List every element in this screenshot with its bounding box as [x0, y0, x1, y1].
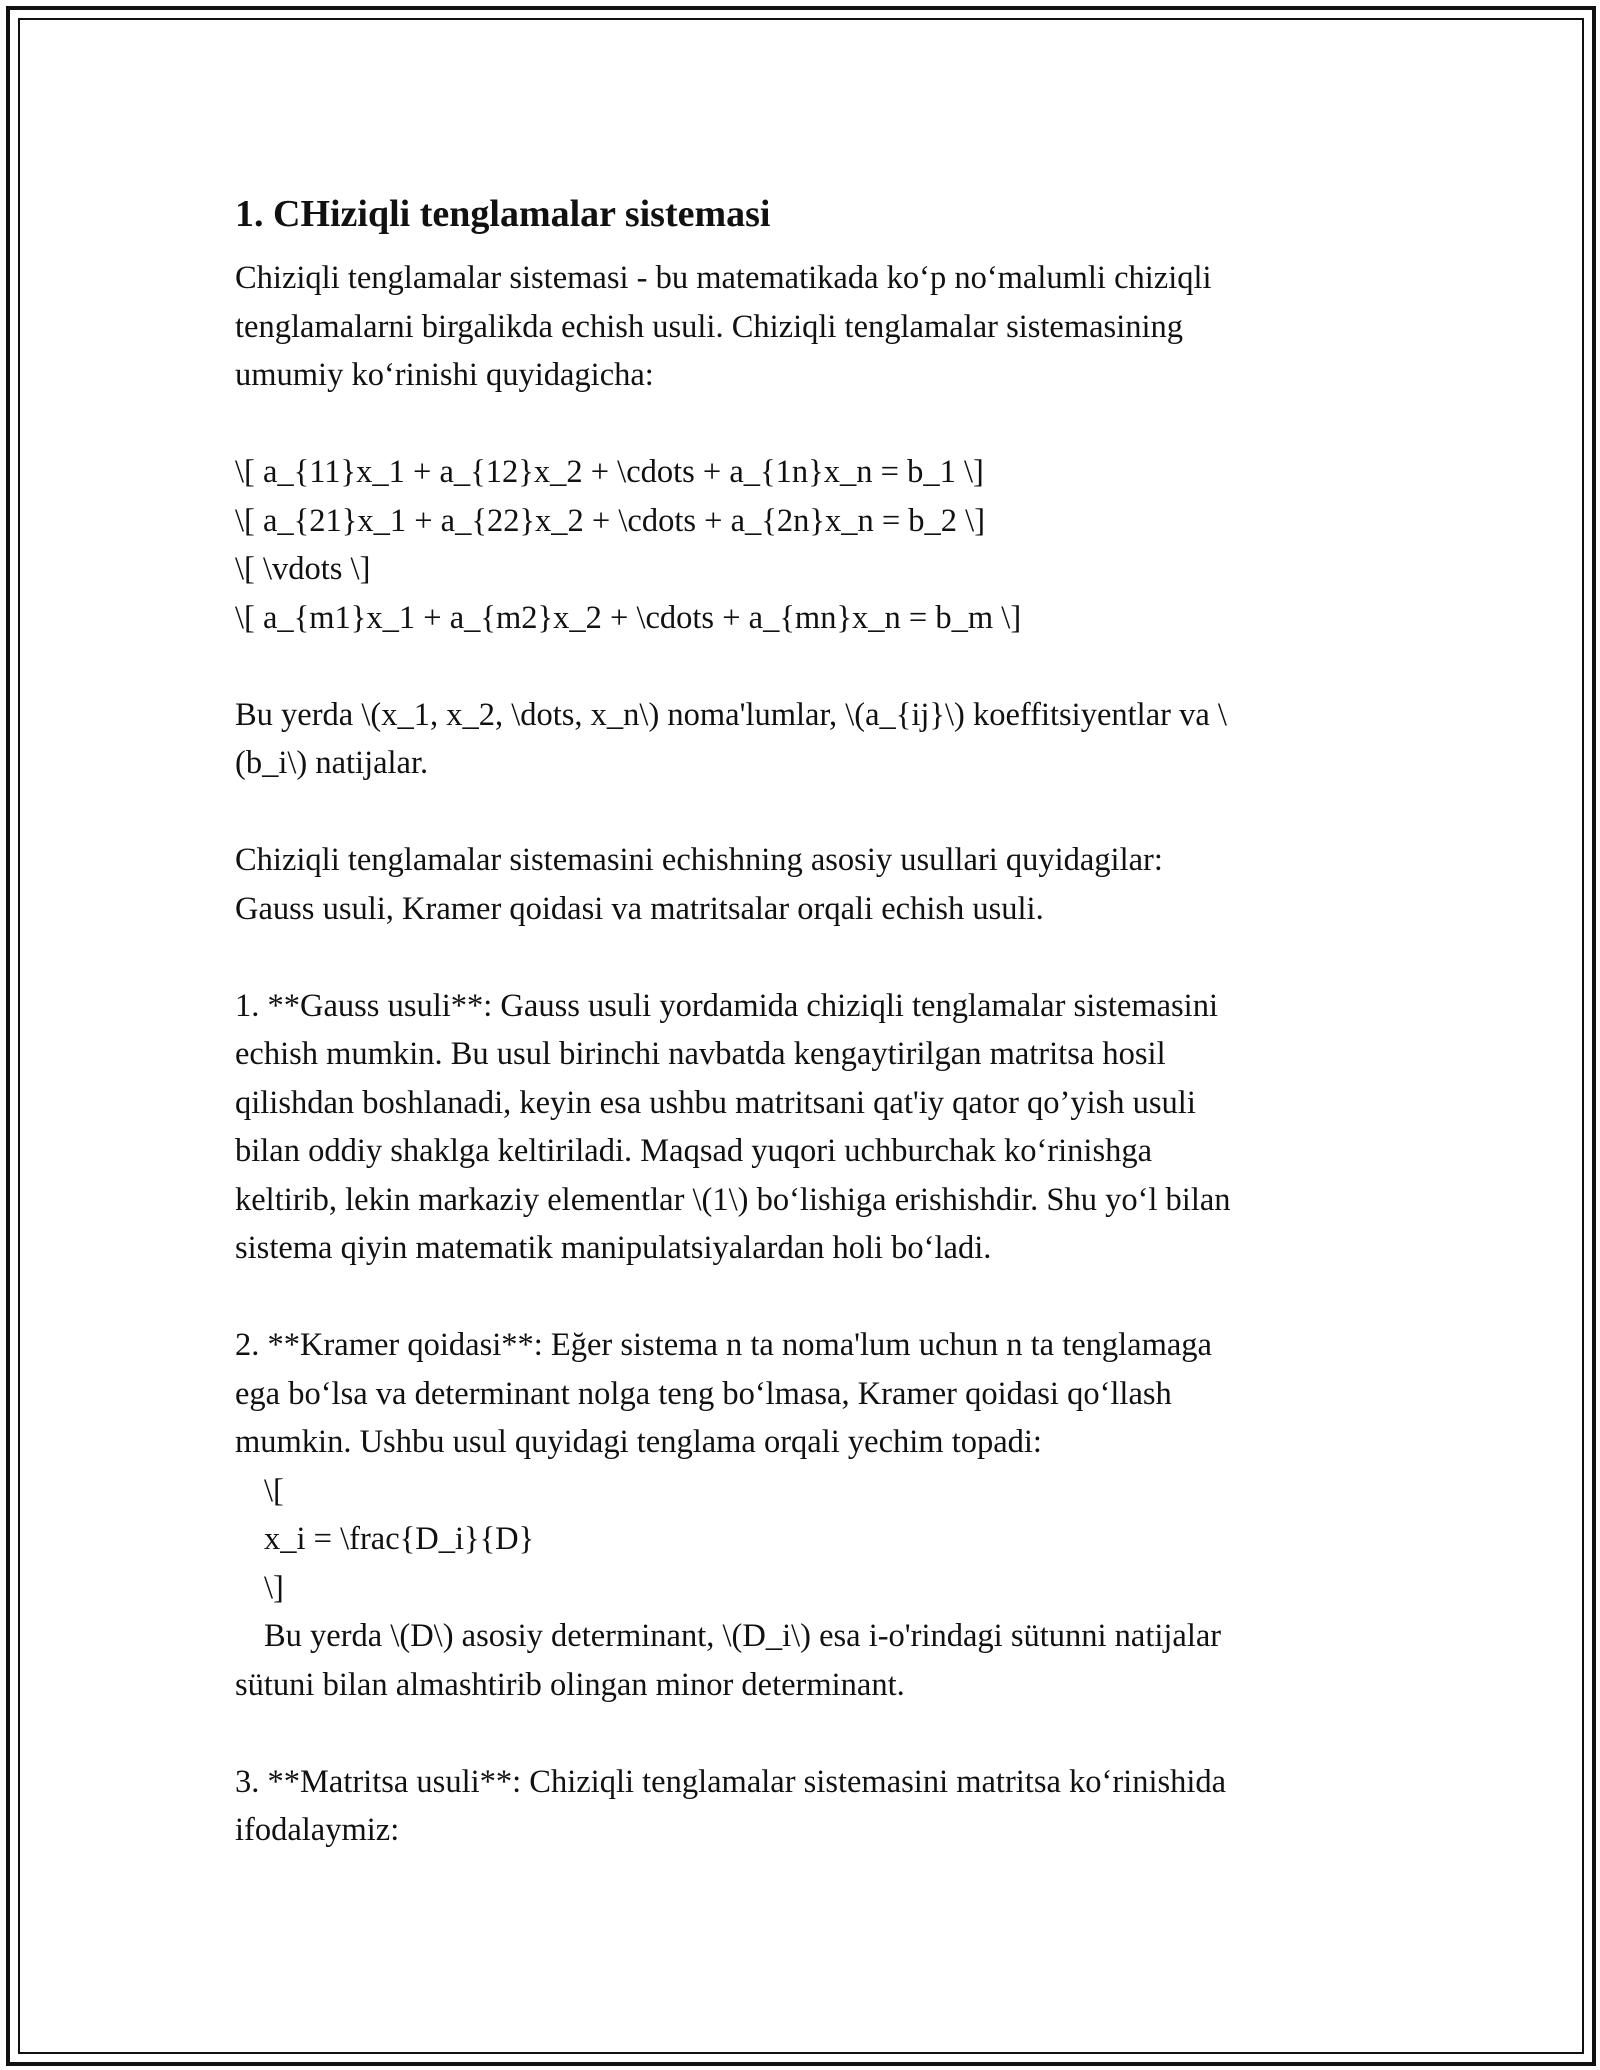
kramer-paragraph — [235, 1321, 1365, 1709]
gauss-paragraph — [235, 982, 1365, 1273]
text-line: 3. **Matritsa usuli**: Chiziqli tenglamalar sistemasini matritsa ko‘rinishida — [235, 1763, 1227, 1800]
text-line: umumiy ko‘rinishi quyidagicha: — [235, 357, 654, 393]
text-line: 1. **Gauss usuli**: Gauss usuli yordamida chiziqli tenglamalar sistemasini — [235, 987, 1218, 1024]
equations-block — [235, 448, 1365, 642]
equation-line: \[ \vdots \] — [235, 551, 371, 587]
blank-line — [235, 933, 1365, 982]
text-line: Bu yerda \(D\) asosiy determinant, \(D_i\) esa i-o'rindagi sütunni natijalar — [264, 1618, 1222, 1654]
text-line: Chiziqli tenglamalar sistemasi - bu matematikada ko‘p no‘malumli chiziqli — [235, 260, 1212, 296]
document-body — [235, 188, 1365, 1855]
section-title: 1. CHiziqli tenglamalar sistemasi — [235, 193, 771, 235]
blank-line — [235, 1273, 1365, 1322]
blank-line — [235, 400, 1365, 449]
text-line: echish mumkin. Bu usul birinchi navbatda kengaytirilgan matritsa hosil — [235, 1036, 1166, 1072]
equation-line: \[ a_{m1}x_1 + a_{m2}x_2 + \cdots + a_{mn}x_n = b_m \] — [235, 599, 1022, 636]
text-line: Gauss usuli, Kramer qoidasi va matritsalar orqali echish usuli. — [235, 890, 1044, 927]
formula-line: \] — [264, 1569, 284, 1606]
text-line: sistema qiyin matematik manipulatsiyalardan holi bo‘ladi. — [235, 1230, 992, 1266]
text-line: qilishdan boshlanadi, keyin esa ushbu matritsani qat'iy qator qo’yish usuli — [235, 1084, 1196, 1121]
formula-line: x_i = \frac{D_i}{D} — [264, 1521, 535, 1557]
text-line: ega bo‘lsa va determinant nolga teng bo‘lmasa, Kramer qoidasi qo‘llash — [235, 1375, 1172, 1412]
text-line: 2. **Kramer qoidasi**: Eğer sistema n ta noma'lum uchun n ta tenglamaga — [235, 1327, 1212, 1363]
equation-line: \[ a_{21}x_1 + a_{22}x_2 + \cdots + a_{2n}x_n = b_2 \] — [235, 502, 986, 539]
text-line: Chiziqli tenglamalar sistemasini echishning asosiy usullari quyidagilar: — [235, 842, 1163, 878]
matrix-paragraph — [235, 1758, 1365, 1855]
methods-intro-paragraph — [235, 836, 1365, 933]
text-line: keltirib, lekin markaziy elementlar \(1\) bo‘lishiga erishishdir. Shu yo‘l bilan — [235, 1181, 1231, 1218]
blank-line — [235, 1709, 1365, 1758]
blank-line — [235, 788, 1365, 837]
text-line: Bu yerda \(x_1, x_2, \dots, x_n\) noma'lumlar, \(a_{ij}\) koeffitsiyentlar va \ — [235, 696, 1227, 733]
text-line: ifodalaymiz: — [235, 1812, 400, 1848]
text-line: mumkin. Ushbu usul quyidagi tenglama orqali yechim topadi: — [235, 1424, 1042, 1460]
text-line: tenglamalarni birgalikda echish usuli. Chiziqli tenglamalar sistemasining — [235, 308, 1184, 345]
text-line: sütuni bilan almashtirib olingan minor determinant. — [235, 1666, 905, 1703]
text-line: (b_i\) natijalar. — [235, 745, 429, 781]
variables-paragraph — [235, 691, 1365, 788]
equation-line: \[ a_{11}x_1 + a_{12}x_2 + \cdots + a_{1n}x_n = b_1 \] — [235, 454, 984, 490]
formula-line: \[ — [264, 1472, 284, 1509]
text-line: bilan oddiy shaklga keltiriladi. Maqsad yuqori uchburchak ko‘rinishga — [235, 1133, 1153, 1169]
blank-line — [235, 642, 1365, 691]
intro-paragraph — [235, 254, 1365, 400]
